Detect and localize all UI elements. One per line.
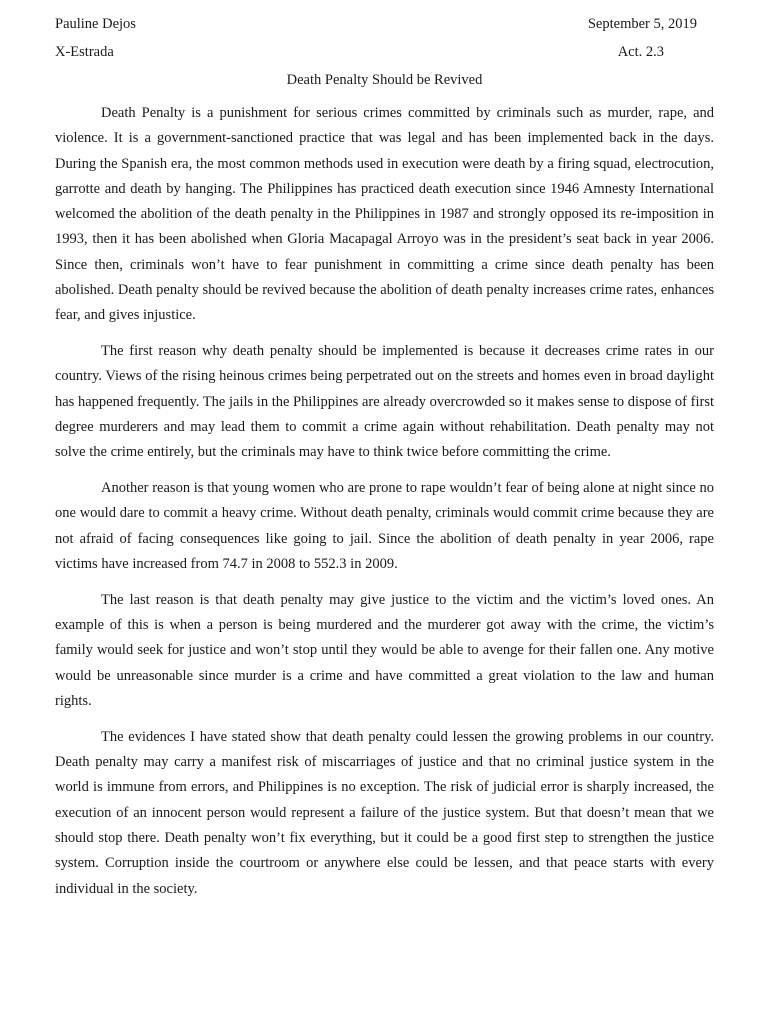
header-row-2: [55, 42, 714, 63]
paragraph-4: The last reason is that death penalty may give justice to the victim and the victim’s loved ones. An example of this is when a person is being murdered and the murderer got away with the crime, the victim’s family would seek for justice and won’t stop until they would be able to avenge for their fallen one. Any motive would be unreasonable since murder is a crime and have committed a great violation to the law and human rights.: [55, 591, 714, 710]
paragraph-1: Death Penalty is a punishment for serious crimes committed by criminals such as murder, rape, and violence. It is a government-sanctioned practice that was legal and has been implemented back in the days. During the Spanish era, the most common methods used in execution were death by a firing squad, electrocution, garrotte and death by hanging. The Philippines has practiced death execution since 1946 Amnesty International welcomed the abolition of the death penalty in the Philippines in 1987 and strongly opposed its re-imposition in 1993, then it has been abolished when Gloria Macapagal Arroyo was in the president’s seat back in year 2006. Since then, criminals won’t have to fear punishment in committing a crime since death penalty has been abolished. Death penalty should be revived because the abolition of death penalty increases crime rates, enhances fear, and gives injustice.: [55, 105, 714, 324]
paragraph-3: Another reason is that young women who are prone to rape wouldn’t fear of being alone at night since no one would dare to commit a heavy crime. Without death penalty, criminals would commit crime because they are not afraid of facing consequences like going to jail. Since the abolition of death penalty in year 2006, rape victims have increased from 74.7 in 2008 to 552.3 in 2009.: [55, 480, 714, 573]
section-name: X-Estrada: [55, 44, 114, 60]
author-name: Pauline Dejos: [55, 16, 136, 32]
paragraph-5: The evidences I have stated show that death penalty could lessen the growing problems in our country. Death penalty may carry a manifest risk of miscarriages of justice and that no criminal justice system in the world is immune from errors, and Philippines is no exception. The risk of judicial error is sharply increased, the execution of an innocent person would represent a failure of the justice system. But that doesn’t mean that we should stop there. Death penalty won’t fix everything, but it could be a good first step to strengthen the justice system. Corruption inside the courtroom or anywhere else could be lessen, and that peace starts with every individual in the society.: [55, 728, 714, 897]
header-row-1: [55, 14, 714, 35]
document-date: September 5, 2019: [587, 16, 697, 32]
paragraph-2: The first reason why death penalty should be implemented is because it decreases crime rates in our country. Views of the rising heinous crimes being perpetrated out on the streets and homes even in broad daylight has happened frequently. The jails in the Philippines are already overcrowded so it makes sense to dispose of first degree murderers and may lead them to commit a crime again without rehabilitation. Death penalty may not solve the crime entirely, but the criminals may have to think twice before committing the crime.: [55, 343, 714, 461]
activity-number: Act. 2.3: [617, 44, 664, 60]
essay-title: Death Penalty Should be Revived: [286, 72, 483, 88]
document-page: [55, 14, 714, 912]
